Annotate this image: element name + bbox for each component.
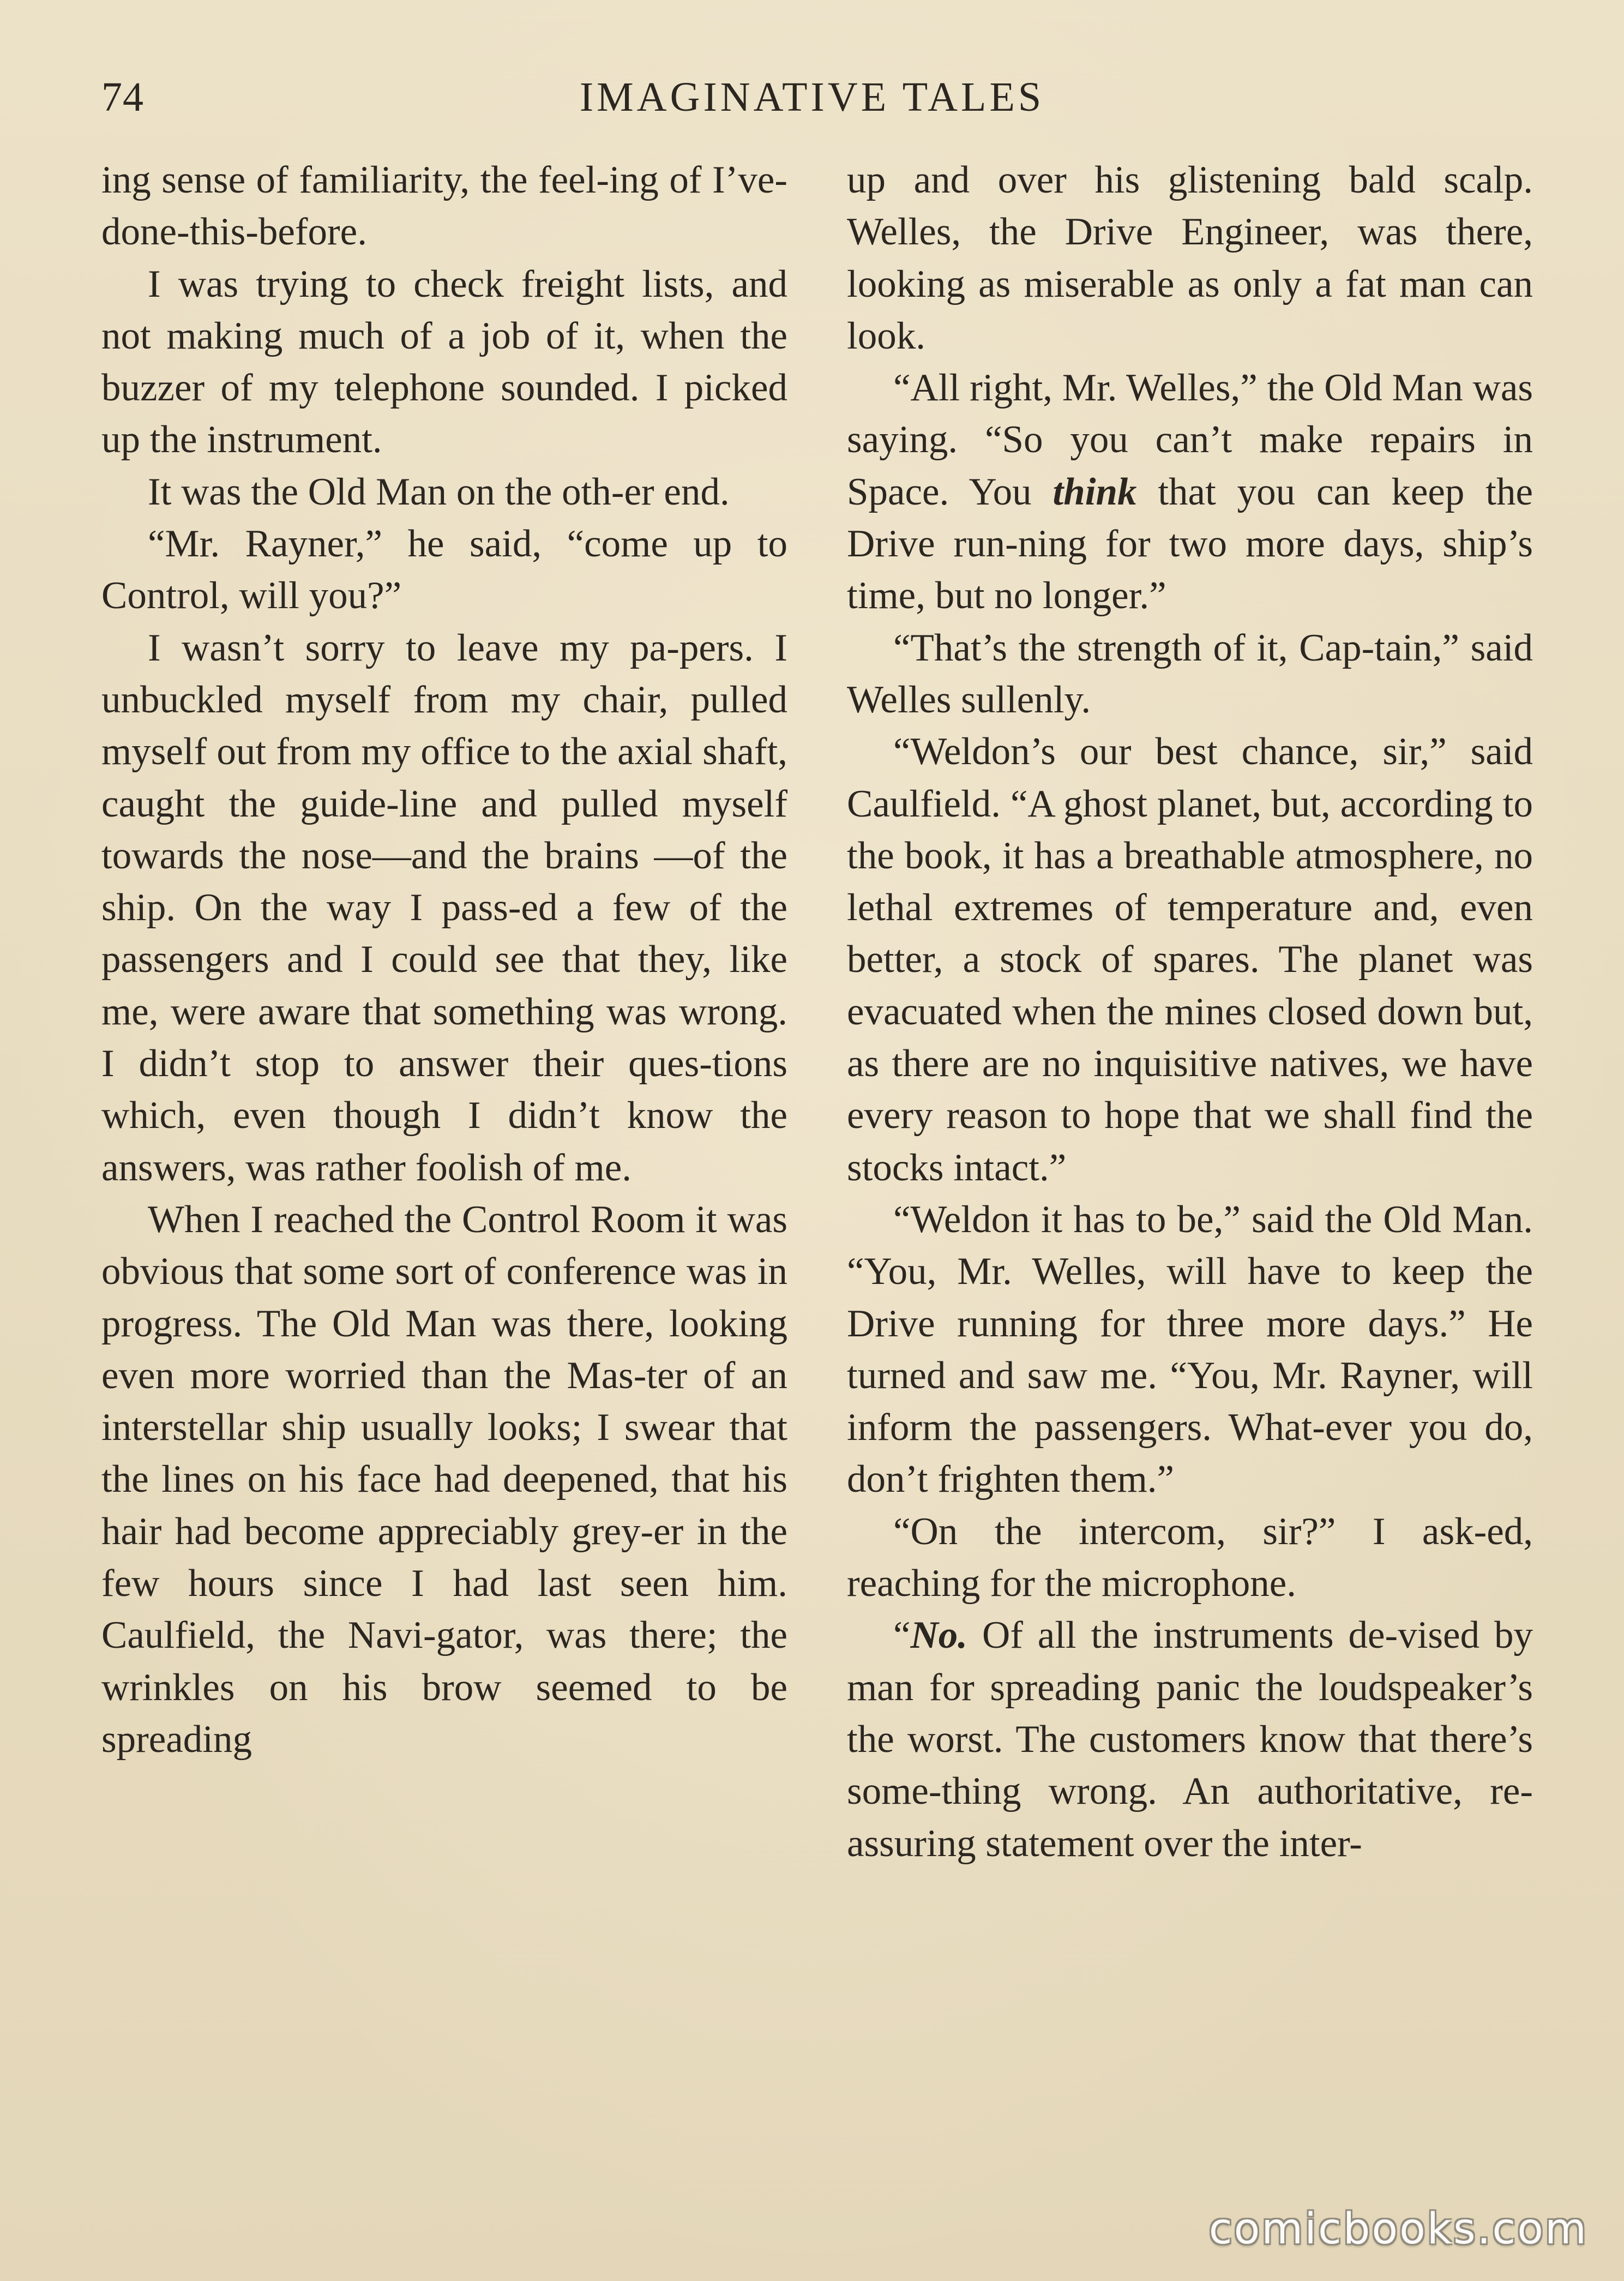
paragraph: I was trying to check freight lists, and not making much of a job of it, when the buzzer of my telephone sounded. I picked up the instrument. bbox=[101, 262, 787, 461]
paragraph bbox=[847, 362, 1533, 622]
paragraph: “Weldon’s our best chance, sir,” said Caulfield. “A ghost planet, but, according to the book, it has a breathable atmosphere, no lethal extremes of temperature and, even better, a stock of spares. The planet was evacuated when the mines closed down but, as there are no inquisitive natives, we have every reason to hope that we shall find the stocks intact.” bbox=[847, 730, 1533, 1189]
paragraph-text: “All right, Mr. Welles,” the Old Man was saying. “So you can’t make repairs in Space. You bbox=[847, 367, 1533, 513]
left-column bbox=[101, 154, 787, 1766]
page-number: 74 bbox=[101, 74, 144, 120]
paragraph: “Weldon it has to be,” said the Old Man. “You, Mr. Welles, will have to keep the Drive running for three more days.” He turned and saw me. “You, Mr. Rayner, will inform the passengers. What-ever you do, don’t frighten them.” bbox=[847, 1198, 1533, 1501]
paragraph: “On the intercom, sir?” I ask-ed, reaching for the microphone. bbox=[847, 1510, 1533, 1605]
paragraph: ing sense of familiarity, the feel-ing of I’ve-done-this-before. bbox=[101, 159, 787, 254]
paragraph-text: that you can keep the Drive run-ning for two more days, ship’s time, but no longer.” bbox=[847, 470, 1533, 617]
paragraph bbox=[847, 1610, 1533, 1869]
paragraph-text: Of all the instruments de-vised by man for spreading panic the loudspeaker’s the worst. The customers know that there’s some-thing wrong. An authoritative, re-assuring statement over the inter- bbox=[847, 1614, 1533, 1865]
right-column bbox=[847, 154, 1533, 1870]
emphasized-word: No. bbox=[910, 1614, 968, 1657]
emphasized-word: think bbox=[1052, 470, 1137, 513]
paragraph: “Mr. Rayner,” he said, “come up to Control, will you?” bbox=[101, 523, 787, 617]
paragraph: When I reached the Control Room it was obvious that some sort of conference was in progress. The Old Man was there, looking even more worried than the Mas-ter of an interstellar ship usually looks; I swear that the lines on his face had deepened, that his hair had become appreciably grey-er in the few hours since I had last seen him. Caulfield, the Navi-gator, was there; the wrinkles on his brow seemed to be spreading bbox=[101, 1198, 787, 1761]
paragraph: I wasn’t sorry to leave my pa-pers. I unbuckled myself from my chair, pulled myself out from my office to the axial shaft, caught the guide-line and pulled myself towards the nose—and the brains —of the ship. On the way I pass-ed a few of the passengers and I could see that they, like me, were aware that something was wrong. I didn’t stop to answer their ques-tions which, even though I didn’t know the answers, was rather foolish of me. bbox=[101, 626, 787, 1189]
paragraph-text: “ bbox=[893, 1614, 911, 1657]
paragraph: up and over his glistening bald scalp. Welles, the Drive Engineer, was there, looking as miserable as only a fat man can look. bbox=[847, 159, 1533, 357]
running-title: IMAGINATIVE TALES bbox=[579, 74, 1045, 120]
site-watermark: comicbooks.com bbox=[1208, 2205, 1588, 2254]
paragraph: “That’s the strength of it, Cap-tain,” said Welles sullenly. bbox=[847, 626, 1533, 721]
paragraph: It was the Old Man on the oth-er end. bbox=[148, 470, 730, 513]
